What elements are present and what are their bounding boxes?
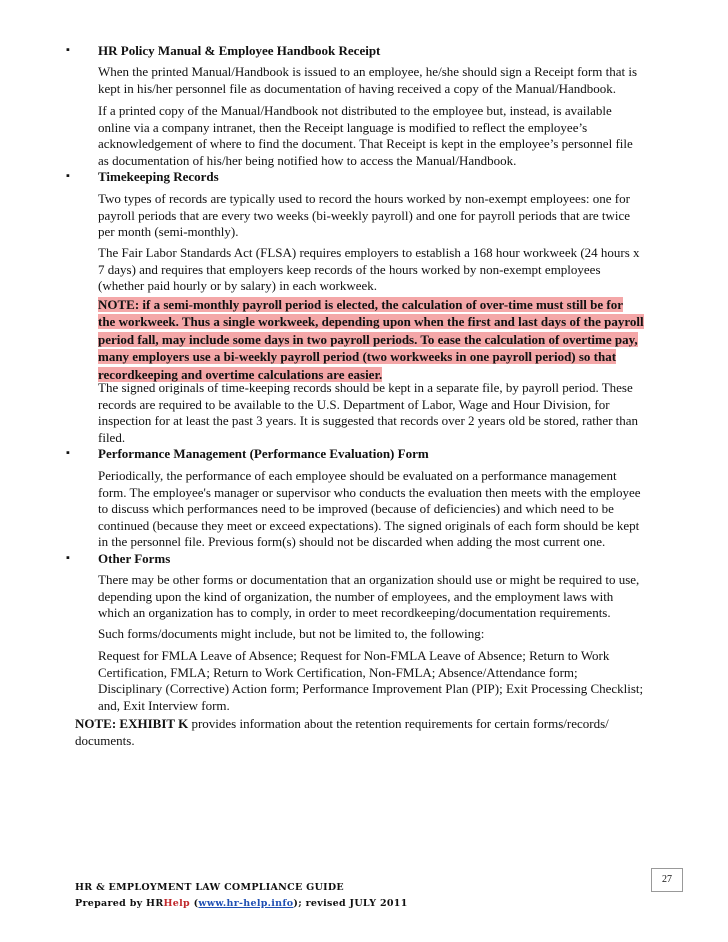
page-number: 27 bbox=[651, 868, 683, 892]
paragraph bbox=[98, 648, 658, 714]
text-line: as documentation of his/her being notified how to access the Manual/Handbook. bbox=[98, 152, 517, 168]
text-line: kept in his/her personnel file as documentation of having received a copy of the Manual/Handbook. bbox=[98, 80, 617, 96]
text-line: records are required to be available to the U.S. Department of Labor, Wage and Hour Division, for bbox=[98, 396, 610, 412]
text-line: There may be other forms or documentation that an organization should use or might be required to use, bbox=[98, 572, 640, 587]
brand-help: Help bbox=[163, 898, 191, 909]
text-line: form. The employee's manager or supervisor who conducts the evaluation then meets with the employee bbox=[98, 484, 641, 500]
text-line: Request for FMLA Leave of Absence; Request for Non-FMLA Leave of Absence; Return to Work bbox=[98, 648, 610, 663]
highlighted-line: NOTE: if a semi-monthly payroll period is elected, the calculation of over-time must still be for bbox=[98, 297, 623, 312]
text-line: If a printed copy of the Manual/Handbook not distributed to the employee but, instead, is available bbox=[98, 103, 612, 118]
exhibit-note-label: NOTE: EXHIBIT K bbox=[75, 716, 189, 731]
exhibit-note bbox=[75, 716, 665, 749]
text-line: Periodically, the performance of each employee should be evaluated on a performance management bbox=[98, 468, 617, 483]
text-line: and, Exit Interview form. bbox=[98, 697, 230, 713]
website-link[interactable]: www.hr-help.info bbox=[198, 898, 294, 909]
highlighted-line: period fall, may include some days in two payroll periods. To ease the calculation of overtime pay, bbox=[98, 331, 638, 347]
text-line: Such forms/documents might include, but not be limited to, the following: bbox=[98, 626, 485, 641]
paragraph bbox=[98, 191, 658, 241]
paragraph bbox=[98, 572, 658, 622]
footer-text: ( bbox=[190, 898, 199, 909]
text-line: 7 days) and requires that employers keep records of the hours worked by non-exempt employees bbox=[98, 261, 601, 277]
paragraph bbox=[98, 64, 658, 97]
text-line: provides information about the retention requirements for certain forms/records/ bbox=[188, 716, 609, 731]
highlighted-line: the workweek. Thus a single workweek, depending upon when the first and last days of the payroll bbox=[98, 314, 644, 330]
text-line: payroll periods that are every two weeks (bi-weekly payroll) and one for payroll periods that are twice bbox=[98, 207, 631, 223]
bullet-marker: ▪ bbox=[66, 447, 70, 459]
text-line: The Fair Labor Standards Act (FLSA) requires employers to establish a 168 hour workweek (24 hours x bbox=[98, 245, 640, 260]
text-line: to discuss which performances need to be improved (because of deficiencies) and which need to be bbox=[98, 501, 614, 517]
footer-text: Prepared by HR bbox=[75, 898, 164, 909]
text-line: When the printed Manual/Handbook is issued to an employee, he/she should sign a Receipt form that is bbox=[98, 64, 638, 79]
paragraph bbox=[98, 245, 658, 295]
text-line: Two types of records are typically used to record the hours worked by non-exempt employees: one for bbox=[98, 191, 630, 206]
text-line: documents. bbox=[75, 732, 135, 748]
paragraph bbox=[98, 380, 658, 446]
footer-text: ); revised JULY 2011 bbox=[293, 898, 408, 909]
highlighted-line: recordkeeping and overtime calculations are easier. bbox=[98, 366, 383, 382]
highlighted-line: many employers use a bi-weekly payroll period (two workweeks in one payroll period) so that bbox=[98, 349, 617, 365]
text-line: per month (semi-monthly). bbox=[98, 224, 239, 240]
section-heading-performance: Performance Management (Performance Evaluation) Form bbox=[98, 446, 429, 461]
bullet-marker: ▪ bbox=[66, 552, 70, 564]
bullet-marker: ▪ bbox=[66, 44, 70, 56]
highlighted-note bbox=[98, 296, 658, 383]
paragraph bbox=[98, 626, 658, 643]
footer-title: HR & EMPLOYMENT LAW COMPLIANCE GUIDE bbox=[75, 882, 344, 893]
text-line: (whether paid hourly or by salary) in each workweek. bbox=[98, 278, 378, 294]
section-heading-timekeeping: Timekeeping Records bbox=[98, 169, 219, 184]
bullet-marker: ▪ bbox=[66, 170, 70, 182]
paragraph bbox=[98, 103, 658, 169]
text-line: inspection for at least the past 3 years. It is suggested that records over 2 years old be stored, rather than bbox=[98, 413, 639, 429]
text-line: continued (because they meet or exceed expectations). The signed originals of each form should be kept bbox=[98, 517, 640, 533]
paragraph bbox=[98, 468, 658, 551]
text-line: in the personnel file. Previous form(s) should not be discarded when adding the most current one. bbox=[98, 534, 606, 550]
text-line: which an organization has to comply, in order to meet recordkeeping/documentation requirements. bbox=[98, 605, 611, 621]
footer-prepared-by bbox=[75, 896, 595, 911]
text-line: filed. bbox=[98, 429, 126, 445]
text-line: Disciplinary (Corrective) Action form; Performance Improvement Plan (PIP); Exit Processing Checklist; bbox=[98, 681, 644, 697]
text-line: online via a company intranet, then the Receipt language is modified to reflect the employee’s bbox=[98, 119, 588, 135]
text-line: acknowledgement of where to find the document. That Receipt is kept in the employee’s personnel file bbox=[98, 136, 633, 152]
text-line: Certification, FMLA; Return to Work Certification, Non-FMLA; Absence/Attendance form; bbox=[98, 664, 578, 680]
text-line: depending upon the kind of organization, the number of employees, and the employment laws with bbox=[98, 588, 614, 604]
text-line: The signed originals of time-keeping records should be kept in a separate file, by payroll period. These bbox=[98, 380, 633, 395]
section-heading-other-forms: Other Forms bbox=[98, 551, 171, 566]
section-heading-handbook-receipt: HR Policy Manual & Employee Handbook Receipt bbox=[98, 43, 381, 58]
